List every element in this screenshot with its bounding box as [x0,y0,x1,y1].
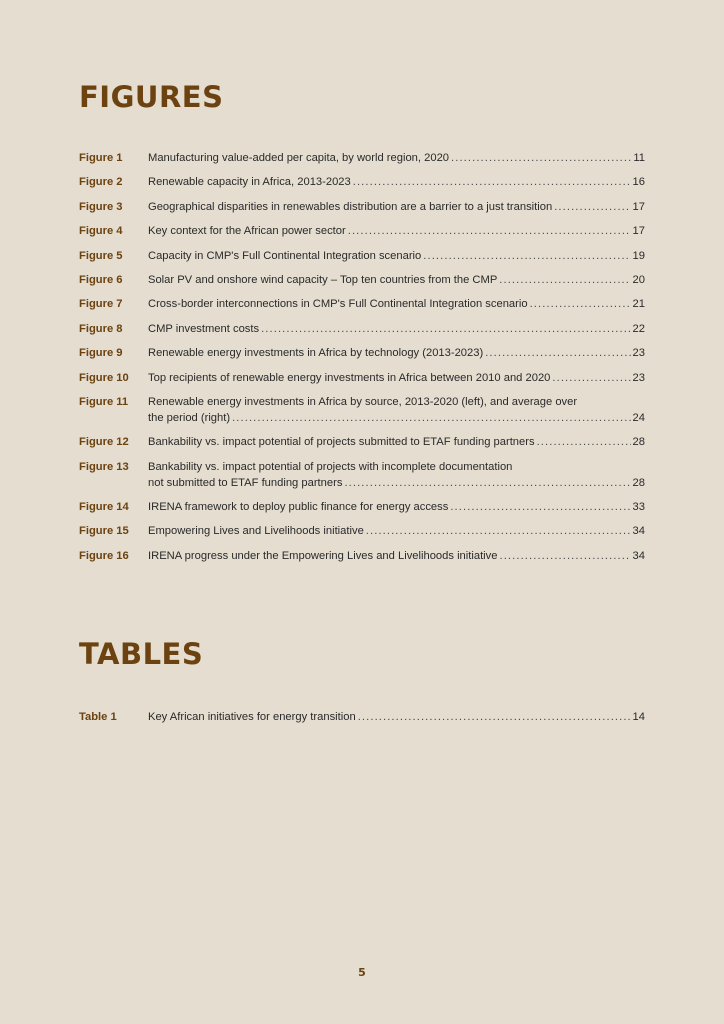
figure-entry[interactable] [79,223,645,239]
dot-leader [358,709,631,725]
figure-entry-body [148,321,645,337]
figure-entry-body [148,548,645,564]
figure-entry-body [148,150,645,166]
figure-title-line [148,321,645,337]
figure-entry-body [148,248,645,264]
table-entry-body [148,709,645,725]
dot-leader [499,272,630,288]
figure-title: Renewable energy investments in Africa by technology (2013-2023) [148,347,484,360]
figure-title-line [148,499,645,515]
figure-number: Figure 9 [79,347,123,360]
figure-page-number: 11 [633,152,645,164]
figure-page-number: 22 [632,322,645,335]
figure-entry[interactable] [79,199,645,215]
figure-title: Manufacturing value-added per capita, by world region, 2020 [148,152,450,164]
figure-entry-body [148,499,645,515]
figure-entry-body [148,296,645,312]
figure-title: Capacity in CMP's Full Continental Integration scenario [148,249,422,262]
figure-title: Empowering Lives and Livelihoods initiative [148,525,364,538]
figure-title-line [148,248,645,264]
figure-entry[interactable] [79,321,645,337]
dot-leader [232,410,630,426]
dot-leader [552,370,630,386]
dot-leader [530,296,631,312]
figure-entry[interactable] [79,459,645,491]
figure-entry[interactable] [79,174,645,190]
figure-number: Figure 13 [79,460,129,473]
figure-number: Figure 6 [79,273,123,286]
figure-page-number: 28 [632,436,645,449]
figure-entry-body [148,394,645,426]
figure-page-number: 34 [632,549,645,562]
figure-title: Cross-border interconnections in CMP's Full Continental Integration scenario [148,298,528,311]
figure-title: IRENA progress under the Empowering Lives and Livelihoods initiative [148,549,498,562]
figure-page-number: 16 [632,176,645,189]
figure-entry-body [148,345,645,361]
figure-entry-body [148,199,645,215]
figure-number: Figure 11 [79,395,129,408]
figure-title: CMP investment costs [148,322,260,335]
figure-title: Geographical disparities in renewables distribution are a barrier to a just transition [148,200,553,213]
figure-entry[interactable] [79,296,645,312]
dot-leader [450,499,630,515]
figure-title-line [148,345,645,361]
figure-number: Figure 2 [79,176,123,189]
figure-title: Key context for the African power sector [148,225,346,238]
figure-entry-body [148,434,645,450]
figure-page-number: 17 [632,225,645,238]
figure-title-first-line: Bankability vs. impact potential of projects with incomplete documentation [148,460,513,473]
figure-entry[interactable] [79,499,645,515]
figure-page-number: 34 [632,525,645,538]
table-entry[interactable] [79,709,645,725]
figure-title: not submitted to ETAF funding partners [148,476,343,489]
figure-number: Figure 4 [79,225,123,238]
tables-list [79,709,645,725]
figure-title-line [148,150,645,166]
table-page-number: 14 [632,711,645,723]
tables-heading: TABLES [79,637,204,671]
figure-title: Renewable capacity in Africa, 2013-2023 [148,176,351,189]
figure-entry[interactable] [79,345,645,361]
figure-page-number: 17 [632,200,645,213]
figure-number: Figure 8 [79,322,123,335]
figure-title: Top recipients of renewable energy investments in Africa between 2010 and 2020 [148,371,551,384]
figure-number: Figure 15 [79,525,129,538]
page-number: 5 [358,966,366,979]
figure-entry[interactable] [79,394,645,426]
figure-title-line [148,272,645,288]
figure-title-line [148,475,645,491]
figure-entry-body [148,370,645,386]
figure-entry-body [148,174,645,190]
figure-number: Figure 5 [79,249,123,262]
figures-heading: FIGURES [79,80,224,114]
figure-entry[interactable] [79,434,645,450]
figure-title-line [148,523,645,539]
figure-title: Bankability vs. impact potential of projects submitted to ETAF funding partners [148,436,535,449]
dot-leader [344,475,630,491]
figure-title-line [148,370,645,386]
figure-page-number: 20 [632,273,645,286]
figure-title: the period (right) [148,411,231,424]
figure-number: Figure 14 [79,501,129,514]
figure-page-number: 28 [632,476,645,489]
figure-entry[interactable] [79,248,645,264]
figure-entry-body [148,223,645,239]
figure-number: Figure 10 [79,371,129,384]
figure-entry[interactable] [79,370,645,386]
figure-title-first-line: Renewable energy investments in Africa by source, 2013-2020 (left), and average over [148,395,578,408]
figure-number: Figure 1 [79,152,123,164]
figure-title-line [148,174,645,190]
figure-title: Solar PV and onshore wind capacity – Top ten countries from the CMP [148,273,498,286]
figure-entry[interactable] [79,548,645,564]
figure-entry-body [148,523,645,539]
figure-page-number: 33 [632,501,645,514]
table-title-line [148,709,645,725]
figure-number: Figure 16 [79,549,129,562]
dot-leader [500,548,631,564]
dot-leader [348,223,631,239]
figure-entry-body [148,272,645,288]
table-number: Table 1 [79,711,117,723]
figure-page-number: 19 [632,249,645,262]
figure-title-line [148,223,645,239]
figure-page-number: 21 [632,298,645,311]
dot-leader [554,199,630,215]
dot-leader [537,434,631,450]
figure-entry[interactable] [79,272,645,288]
figure-page-number: 23 [632,371,645,384]
figures-list [79,150,645,564]
figure-entry[interactable] [79,523,645,539]
figure-number: Figure 3 [79,200,123,213]
dot-leader [451,150,631,166]
figure-title-line [148,548,645,564]
figure-title-line [148,296,645,312]
dot-leader [485,345,630,361]
dot-leader [366,523,631,539]
figure-title-line [148,199,645,215]
figure-entry-body [148,459,645,491]
dot-leader [353,174,631,190]
figure-page-number: 24 [632,411,645,424]
figure-number: Figure 12 [79,436,129,449]
dot-leader [423,248,630,264]
figure-title: IRENA framework to deploy public finance for energy access [148,501,449,514]
figure-page-number: 23 [632,347,645,360]
figure-number: Figure 7 [79,298,123,311]
figure-title-line [148,434,645,450]
table-title: Key African initiatives for energy transition [148,711,356,723]
dot-leader [261,321,630,337]
figure-title-line [148,410,645,426]
figure-entry[interactable] [79,150,645,166]
